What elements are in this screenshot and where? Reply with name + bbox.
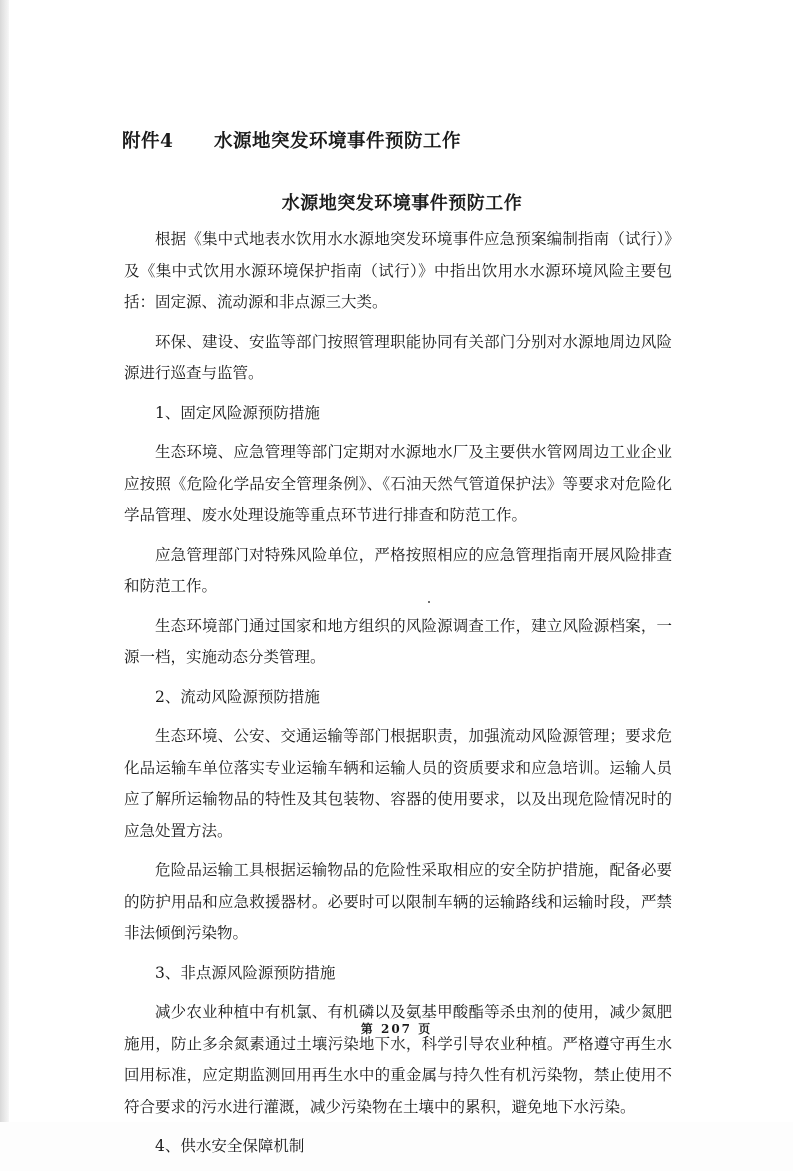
section-heading-mobile-source: 2、流动风险源预防措施	[155, 687, 320, 706]
paragraph-fixed-source-2: 应急管理部门对特殊风险单位，严格按照相应的应急管理指南开展风险排查和防范工作。	[124, 545, 672, 595]
paragraph-mobile-source-1: 生态环境、公安、交通运输等部门根据职责，加强流动风险源管理；要求危化品运输车单位落实专业运输车辆和运输人员的资质要求和应急培训。运输人员应了解所运输物品的特性及其包装物、容器的使用要求，以及出现危险情况时的应急处置方法。	[124, 727, 672, 840]
paragraph-fixed-source-1: 生态环境、应急管理等部门定期对水源地水厂及主要供水管网周边工业企业应按照《危险化学品安全管理条例》、《石油天然气管道保护法》等要求对危险化学品管理、废水处理设施等重点环节进行排查和防范工作。	[124, 443, 672, 524]
paragraph-fixed-source-3: 生态环境部门通过国家和地方组织的风险源调查工作，建立风险源档案，一源一档，实施动态分类管理。	[124, 616, 672, 666]
scan-speck	[428, 601, 430, 603]
page-number: 第 207 页	[360, 1022, 433, 1036]
paragraph-nonpoint-source: 减少农业种植中有机氯、有机磷以及氨基甲酸酯等杀虫剂的使用，减少氮肥施用，防止多余氮素通过土壤污染地下水，科学引导农业种植。严格遵守再生水回用标准，应定期监测回用再生水中的重金属与持久性有机污染物，禁止使用不符合要求的污水进行灌溉，减少污染物在土壤中的累积，避免地下水污染。	[124, 1003, 672, 1116]
attachment-title: 水源地突发环境事件预防工作	[214, 131, 462, 152]
paragraph-oversight: 环保、建设、安监等部门按照管理职能协同有关部门分别对水源地周边风险源进行巡查与监管。	[124, 332, 672, 382]
attachment-header	[122, 127, 461, 153]
section-heading-nonpoint-source: 3、非点源风险源预防措施	[155, 963, 336, 982]
document-title: 水源地突发环境事件预防工作	[281, 193, 523, 214]
paragraph-mobile-source-2: 危险品运输工具根据运输物品的危险性采取相应的安全防护措施，配备必要的防护用品和应急救援器材。必要时可以限制车辆的运输路线和运输时段，严禁非法倾倒污染物。	[124, 861, 672, 942]
scan-left-edge	[0, 0, 9, 1122]
paragraph-intro: 根据《集中式地表水饮用水水源地突发环境事件应急预案编制指南（试行）》及《集中式饮用水源环境保护指南（试行）》中指出饮用水水源环境风险主要包括：固定源、流动源和非点源三大类。	[124, 230, 672, 311]
section-heading-fixed-source: 1、固定风险源预防措施	[155, 403, 320, 422]
attachment-label: 附件4	[122, 131, 174, 152]
section-heading-water-supply: 4、供水安全保障机制	[155, 1137, 305, 1155]
